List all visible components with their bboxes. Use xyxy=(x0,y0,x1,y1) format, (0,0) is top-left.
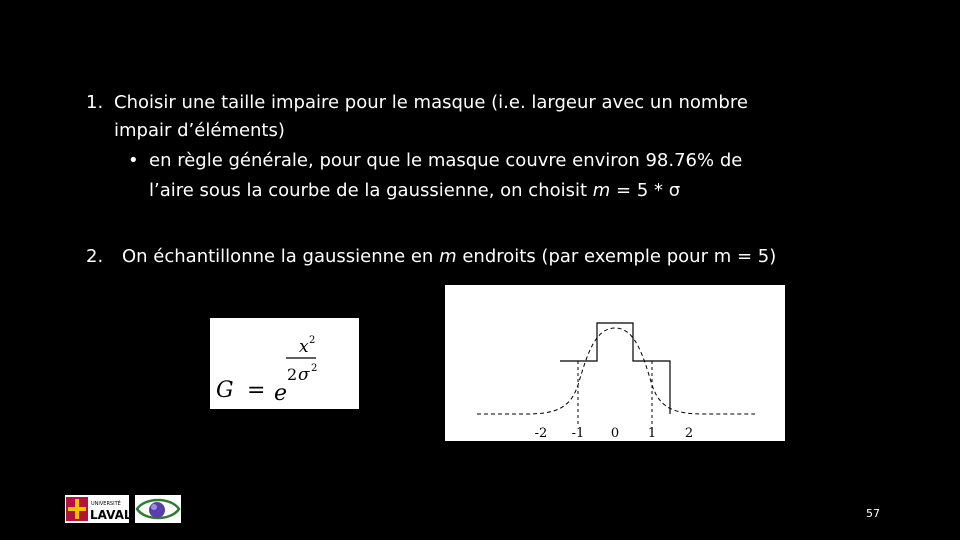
step1-subline1: en règle générale, pour que le masque couvre environ 98.76% de xyxy=(149,150,743,171)
logo-laval-text: LAVAL xyxy=(90,508,129,522)
sampled-gaussian-plot xyxy=(445,285,785,441)
tick-label-minus1: -1 xyxy=(571,426,585,441)
page-number: 57 xyxy=(866,507,880,520)
sigma-symbol: σ xyxy=(668,180,681,201)
formula-num-exp: 2 xyxy=(309,335,316,346)
gaussian-curve xyxy=(477,328,755,414)
sample-steps xyxy=(560,323,670,414)
eye-logo-icon xyxy=(135,495,181,523)
formula-den-coef: 2 xyxy=(287,365,298,384)
tick-label-minus2: -2 xyxy=(534,426,548,441)
step1-subline2 xyxy=(149,180,680,202)
step1-subline2-mid: = 5 * xyxy=(610,180,669,201)
tick-label-0: 0 xyxy=(610,426,620,441)
logo-universite-text: UNIVERSITÉ xyxy=(91,501,121,507)
m-variable-2: m xyxy=(439,246,457,267)
formula-den-exp: 2 xyxy=(311,363,318,374)
universite-laval-logo xyxy=(65,495,129,523)
step2-number: 2. xyxy=(86,246,104,267)
gaussian-formula xyxy=(210,318,359,409)
formula-numerator: x xyxy=(299,337,309,357)
step2-prefix: On échantillonne la gaussienne en xyxy=(122,246,440,267)
step1-subline2-prefix: l’aire sous la courbe de la gaussienne, on choisit xyxy=(149,180,593,201)
formula-den-sym: σ xyxy=(298,365,310,385)
formula-base: e xyxy=(274,381,288,406)
formula-equals: = xyxy=(247,378,266,403)
step1-line2: impair d’éléments) xyxy=(114,120,285,141)
step1-number: 1. xyxy=(86,92,104,113)
tick-label-1: 1 xyxy=(647,426,657,441)
formula-lhs: G xyxy=(216,378,234,403)
m-variable: m xyxy=(592,180,611,201)
tick-label-2: 2 xyxy=(684,426,694,441)
step2-line xyxy=(122,246,776,268)
bullet-icon: • xyxy=(128,150,139,171)
step1-line1: Choisir une taille impaire pour le masque (i.e. largeur avec un nombre xyxy=(114,92,748,113)
step2-suffix: endroits (par exemple pour m = 5) xyxy=(456,246,777,267)
